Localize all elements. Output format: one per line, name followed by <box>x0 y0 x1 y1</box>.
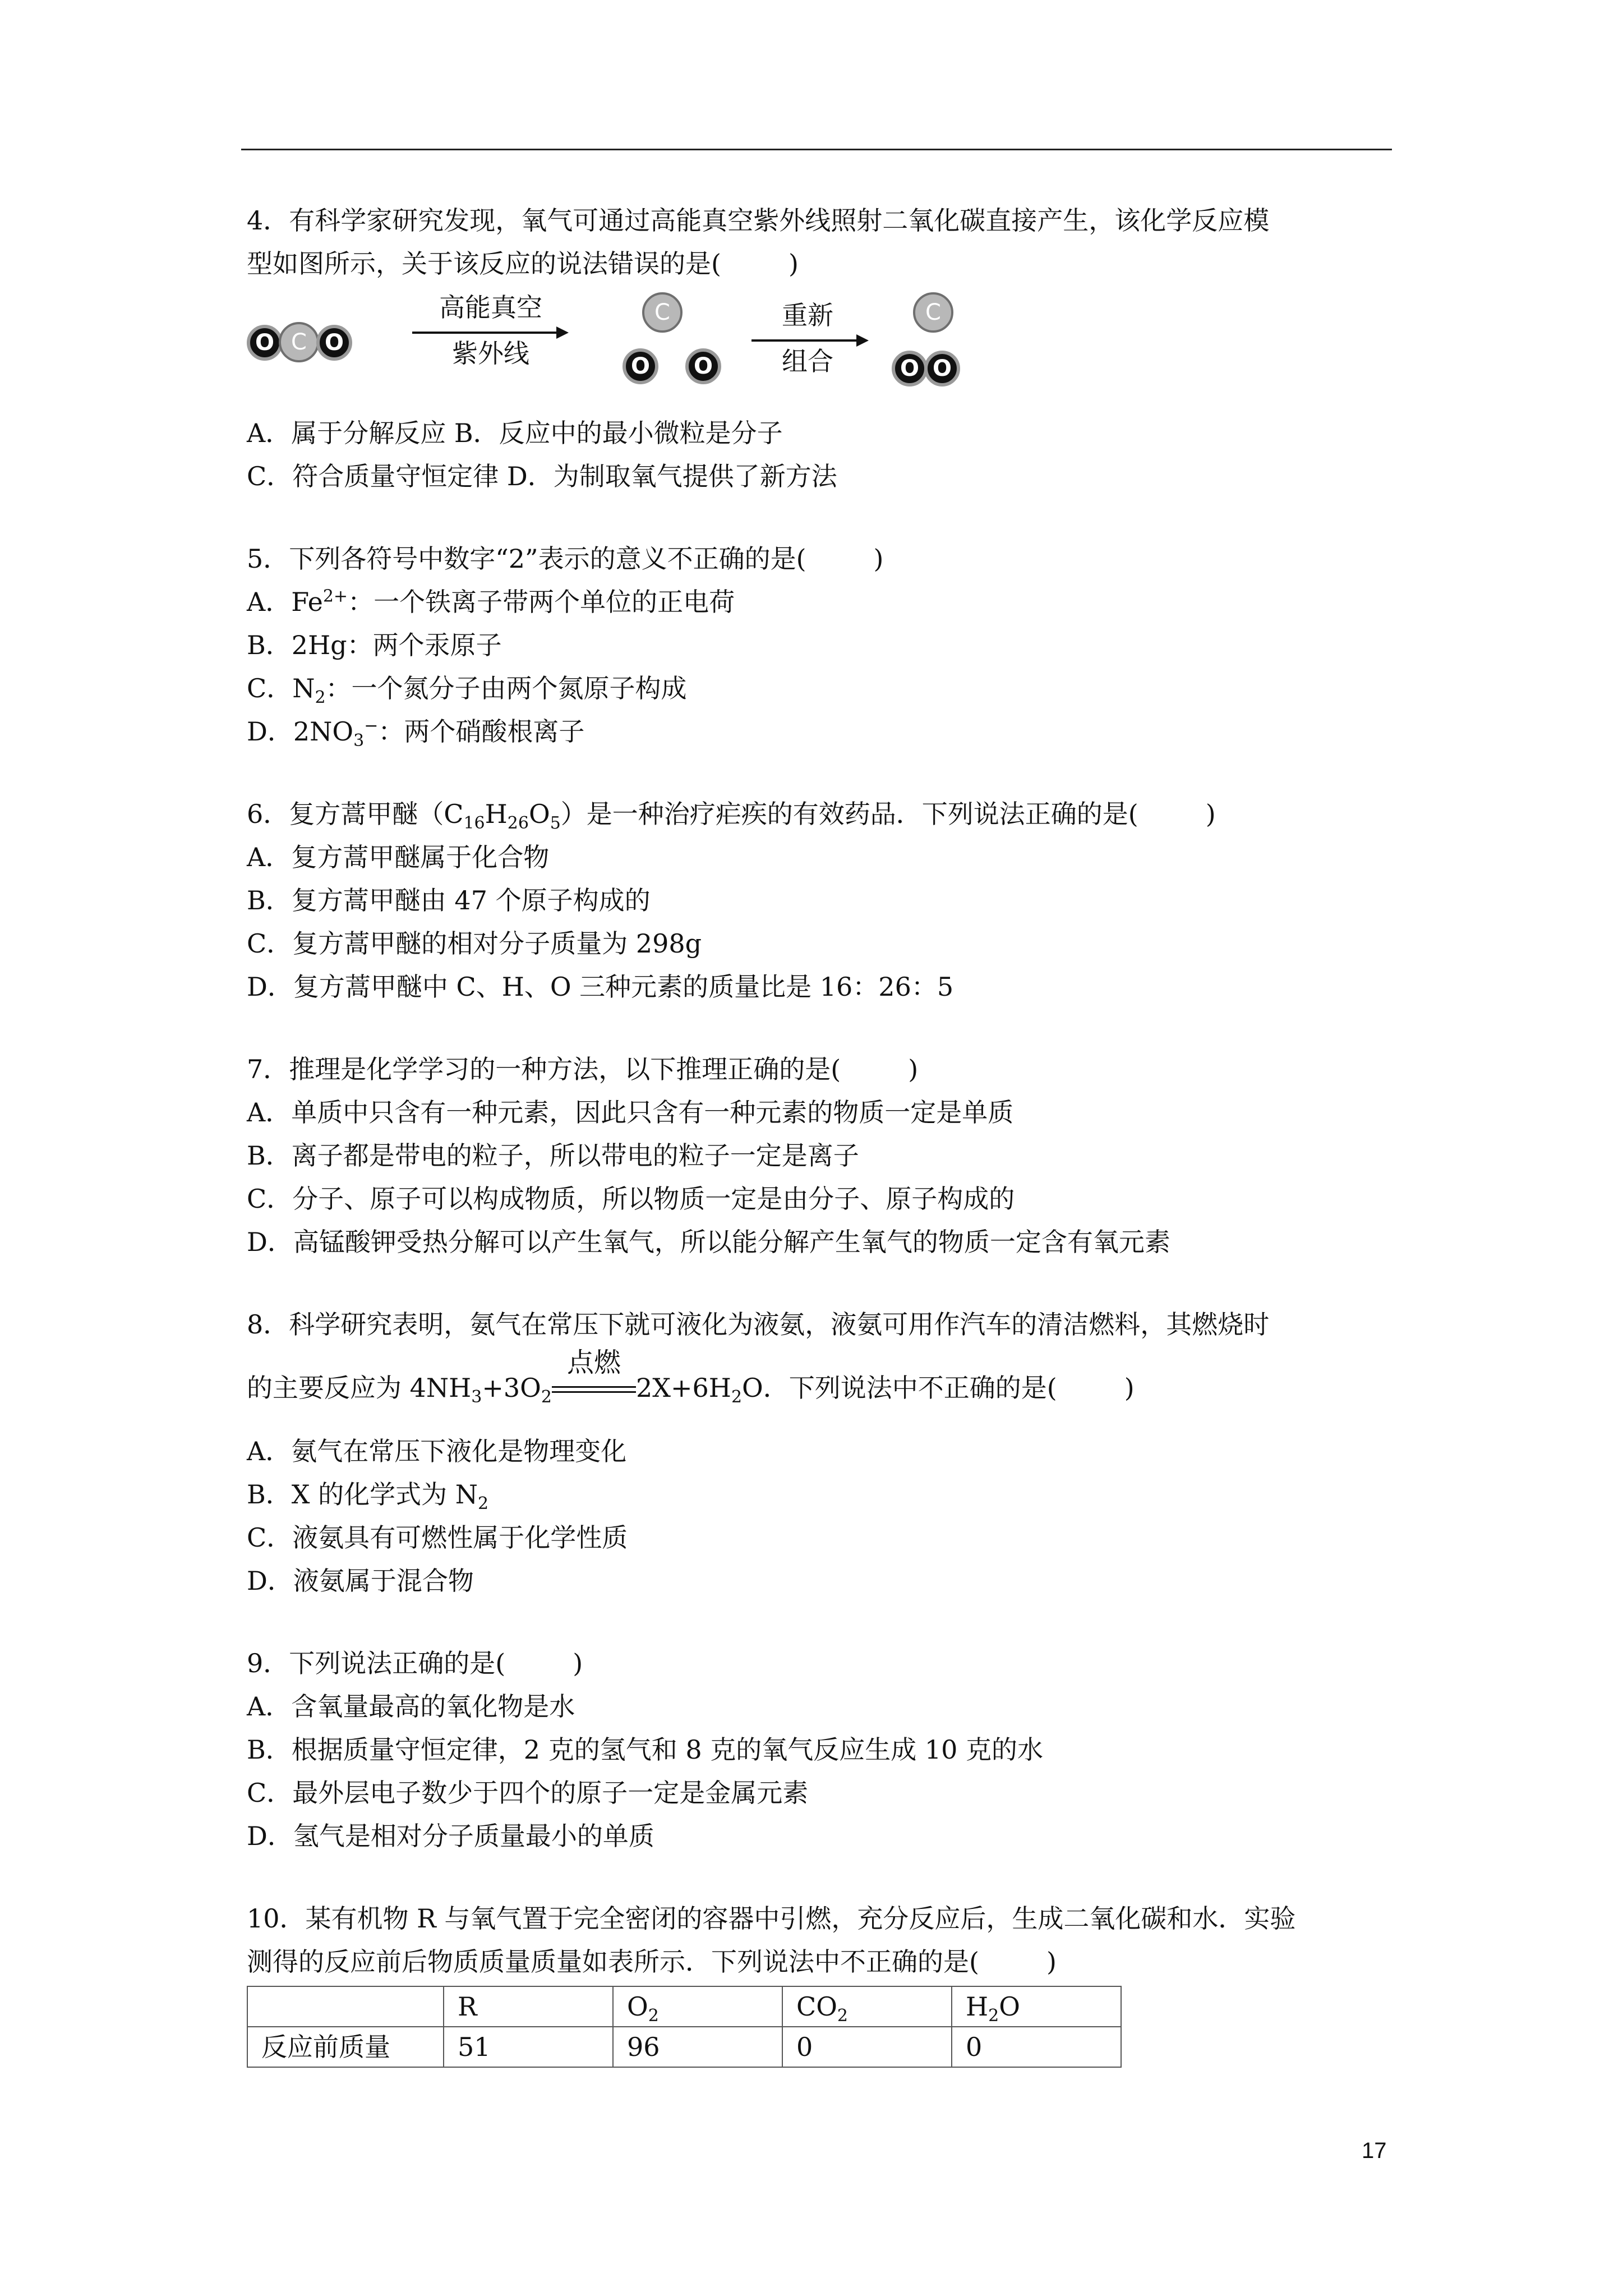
q5-stem: 5．下列各符号中数字“2”表示的意义不正确的是( ) <box>247 544 884 574</box>
table-row <box>247 2027 1121 2067</box>
arrow2-top-label: 重新 <box>782 300 833 330</box>
oxygen-atom: O <box>623 348 658 384</box>
q9-option-d: D．氢气是相对分子质量最小的单质 <box>247 1821 654 1851</box>
reaction-arrow <box>751 339 866 342</box>
oxygen-atom: O <box>924 351 960 386</box>
q8-option-c: C．液氨具有可燃性属于化学性质 <box>247 1522 628 1553</box>
q6-stem: 6．复方蒿甲醚$(C_{16}H_{26}O_5)$是一种治疗疟疾的有效药品．下列说法正确的是( ) <box>247 799 1216 834</box>
q8-option-a: A．氨气在常压下液化是物理变化 <box>247 1436 627 1466</box>
condition-label: 点燃 <box>566 1347 621 1378</box>
q4-options-line1: A．属于分解反应 B．反应中的最小微粒是分子 <box>247 418 783 448</box>
oxygen-atom: O <box>685 348 721 384</box>
table-header-row <box>247 1986 1121 2027</box>
carbon-atom: C <box>913 292 953 333</box>
page-content <box>247 199 1402 2068</box>
q8-option-d: D．液氨属于混合物 <box>247 1566 474 1596</box>
q7-option-a: A．单质中只含有一种元素，因此只含有一种元素的物质一定是单质 <box>247 1097 1014 1128</box>
q9-option-b: B．根据质量守恒定律，2 克的氢气和 8 克的氧气反应生成 10 克的水 <box>247 1734 1043 1765</box>
q4-stem-line1: 4．有科学家研究发现，氧气可通过高能真空紫外线照射二氧化碳直接产生，该化学反应模 <box>247 205 1270 236</box>
q7-option-c: C．分子、原子可以构成物质，所以物质一定是由分子、原子构成的 <box>247 1184 1015 1214</box>
oxygen-atom: O <box>247 325 283 361</box>
q7-option-b: B．离子都是带电的粒子，所以带电的粒子一定是离子 <box>247 1140 859 1171</box>
arrow2-bottom-label: 组合 <box>782 346 833 376</box>
q7-option-d: D．高锰酸钾受热分解可以产生氧气，所以能分解产生氧气的物质一定含有氧元素 <box>247 1227 1170 1257</box>
reaction-arrow <box>412 332 566 334</box>
oxygen-atom: O <box>892 351 928 386</box>
q7-stem: 7．推理是化学学习的一种方法，以下推理正确的是( ) <box>247 1054 919 1084</box>
table-header-cell: R <box>444 1986 613 2027</box>
table-header-cell: $CO_2$ <box>782 1986 952 2027</box>
oxygen-atom: O <box>316 325 352 361</box>
q10-stem-line1: 10．某有机物 R 与氧气置于完全密闭的容器中引燃，充分反应后，生成二氧化碳和水．实验 <box>247 1903 1296 1934</box>
table-header-cell: $O_2$ <box>613 1986 782 2027</box>
q4-stem-line2: 型如图所示，关于该反应的说法错误的是( ) <box>247 249 799 279</box>
carbon-atom: C <box>642 292 683 333</box>
q10-stem-line2: 测得的反应前后物质质量质量如表所示．下列说法中不正确的是( ) <box>247 1947 1057 1977</box>
arrow1-top-label: 高能真空 <box>439 292 542 323</box>
mass-table <box>247 1986 1122 2068</box>
table-header-cell: $H_2O$ <box>952 1986 1121 2027</box>
table-cell: 0 <box>782 2027 952 2067</box>
table-cell: 51 <box>444 2027 613 2067</box>
q5-option-c: C．$N_2$：一个氮分子由两个氮原子构成 <box>247 673 687 708</box>
q6-option-b: B．复方蒿甲醚由 47 个原子构成的 <box>247 885 651 915</box>
q8-option-b: B．X 的化学式为 $N_2$ <box>247 1479 489 1514</box>
q9-stem: 9．下列说法正确的是( ) <box>247 1648 583 1678</box>
carbon-atom: C <box>279 322 319 362</box>
q6-option-a: A．复方蒿甲醚属于化合物 <box>247 842 550 872</box>
reaction-condition <box>552 1347 636 1398</box>
q5-option-b: B．2Hg：两个汞原子 <box>247 630 502 660</box>
q9-option-a: A．含氧量最高的氧化物是水 <box>247 1691 575 1722</box>
header-rule <box>241 149 1392 150</box>
table-cell <box>247 1986 444 2027</box>
q8-stem-line1: 8．科学研究表明，氨气在常压下就可液化为液氨，液氨可用作汽车的清洁燃料，其燃烧时 <box>247 1309 1270 1340</box>
q5-option-d: D．$2NO_3^-$：两个硝酸根离子 <box>247 716 585 751</box>
reaction-diagram <box>247 292 1032 407</box>
q6-option-d: D．复方蒿甲醚中 C、H、O 三种元素的质量比是 16：26：5 <box>247 972 954 1002</box>
q6-option-c: C．复方蒿甲醚的相对分子质量为 298g <box>247 928 702 959</box>
table-cell: 0 <box>952 2027 1121 2067</box>
q8-equation-line: 的主要反应为 $4NH_3+3O_2$ 点燃 $2X+6H_2O$．下列说法中不正确的是( ) <box>247 1347 1135 1407</box>
q9-option-c: C．最外层电子数少于四个的原子一定是金属元素 <box>247 1778 809 1808</box>
table-cell: 96 <box>613 2027 782 2067</box>
q4-options-line2: C．符合质量守恒定律 D．为制取氧气提供了新方法 <box>247 461 837 491</box>
arrow1-bottom-label: 紫外线 <box>452 338 529 369</box>
table-row-label: 反应前质量 <box>247 2027 444 2067</box>
q5-option-a: A．$Fe^{2+}$：一个铁离子带两个单位的正电荷 <box>247 586 735 617</box>
page-number: 17 <box>1362 2138 1387 2163</box>
